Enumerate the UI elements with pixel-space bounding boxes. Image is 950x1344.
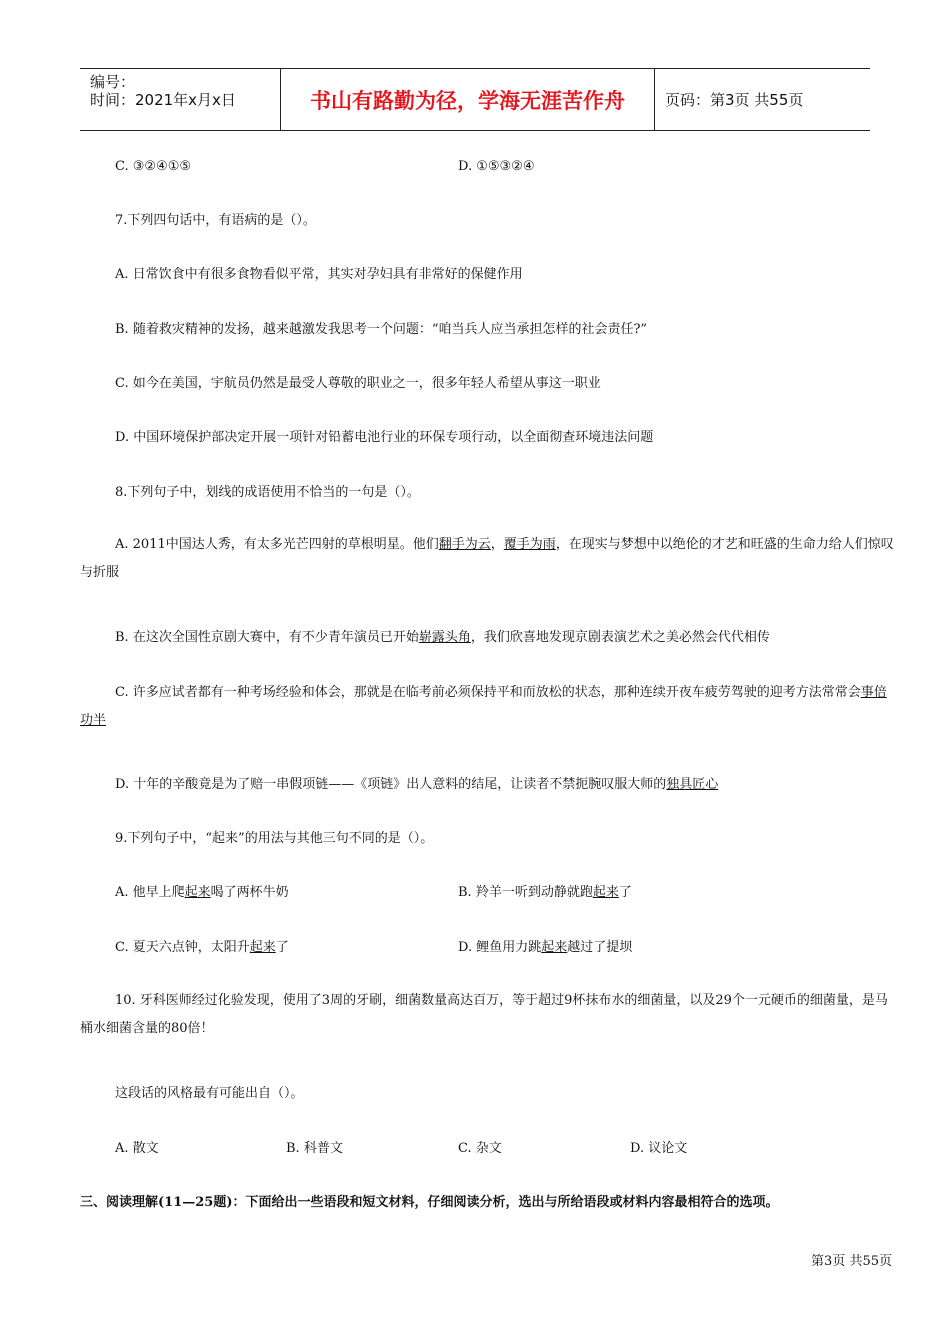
q8-a-text-end: ，在现实与梦想中以绝伦的才艺和旺盛的生命力给人们惊叹与折服 — [80, 537, 894, 580]
q8-c-text: C. 许多应试者都有一种考场经验和体会，那就是在临考前必须保持平和而放松的状态，那种连续开夜车疲劳驾驶的迎考方法常常会 — [115, 685, 861, 700]
q10-option-a: A. 散文 — [115, 1141, 159, 1156]
document-date: 时间：2021年x月x日 — [90, 91, 236, 109]
header-meta — [80, 69, 281, 130]
section-3-heading: 三、阅读理解(11—25题)：下面给出一些语段和短文材料，仔细阅读分析，选出与所给语段或材料内容最相符合的选项。 — [80, 1195, 779, 1210]
q8-b-underlined: 崭露头角 — [418, 630, 471, 645]
q8-a-underlined-1: 翻手为云 — [438, 537, 491, 552]
q10-option-c: C. 杂文 — [458, 1141, 502, 1156]
q9-option-d — [458, 939, 632, 957]
q7-option-b: B. 随着救灾精神的发扬，越来越激发我思考一个问题：“咱当兵人应当承担怎样的社会责任?” — [115, 322, 648, 337]
q9-option-b — [458, 884, 632, 902]
q8-option-b — [115, 629, 770, 647]
q8-c-underlined: 事倍功半 — [80, 685, 887, 728]
q10-option-d: D. 议论文 — [630, 1141, 688, 1156]
document-number-label: 编号： — [90, 73, 136, 91]
q9-a-text: A. 他早上爬 — [115, 885, 185, 900]
q7-option-c: C. 如今在美国，宇航员仍然是最受人尊敬的职业之一，很多年轻人希望从事这一职业 — [115, 376, 601, 391]
q9-c-text: C. 夏天六点钟，太阳升 — [115, 940, 250, 955]
q9-b-underlined: 起来 — [592, 885, 619, 900]
q8-stem: 8.下列句子中，划线的成语使用不恰当的一句是（）。 — [115, 485, 420, 500]
q8-option-c — [80, 679, 895, 735]
q8-d-underlined: 独具匠心 — [666, 777, 719, 792]
q8-d-text: D. 十年的辛酸竟是为了赔一串假项链——《项链》出人意料的结尾，让读者不禁扼腕叹服大师的 — [115, 777, 667, 792]
header-motto: 书山有路勤为径，学海无涯苦作舟 — [281, 69, 655, 130]
q8-option-d — [115, 776, 718, 794]
q9-c-text-end: 了 — [275, 940, 289, 955]
q9-d-underlined: 起来 — [541, 940, 568, 955]
q7-stem: 7.下列四句话中，有语病的是（）。 — [115, 213, 316, 228]
q9-d-text-end: 越过了提坝 — [567, 940, 633, 955]
page-footer: 第3页 共55页 — [811, 1254, 892, 1269]
q7-option-d: D. 中国环境保护部决定开展一项针对铅蓄电池行业的环保专项行动，以全面彻查环境违法问题 — [115, 430, 654, 445]
header-page-info: 页码：第3页 共55页 — [665, 91, 804, 109]
page-header — [80, 68, 870, 131]
q10-stem: 这段话的风格最有可能出自（）。 — [115, 1086, 304, 1101]
q8-b-text-end: ，我们欣喜地发现京剧表演艺术之美必然会代代相传 — [470, 630, 770, 645]
q6-option-d: D. ①⑤③②④ — [458, 159, 535, 174]
q7-option-a: A. 日常饮食中有很多食物看似平常，其实对孕妇具有非常好的保健作用 — [115, 267, 523, 282]
q8-option-a — [80, 531, 895, 587]
q9-c-underlined: 起来 — [249, 940, 276, 955]
q9-stem: 9.下列句子中，“起来”的用法与其他三句不同的是（）。 — [115, 831, 434, 846]
q8-a-separator: ， — [490, 537, 504, 552]
q10-passage: 10. 牙科医师经过化验发现，使用了3周的牙刷，细菌数量高达百万，等于超过9杯抹布水的细菌量，以及29个一元硬币的细菌量，是马桶水细菌含量的80倍！ — [80, 993, 888, 1036]
q9-d-text: D. 鲤鱼用力跳 — [458, 940, 542, 955]
q10-option-b: B. 科普文 — [286, 1141, 343, 1156]
q9-b-text: B. 羚羊一听到动静就跑 — [458, 885, 593, 900]
q9-option-c — [115, 939, 289, 957]
q9-a-text-end: 喝了两杯牛奶 — [210, 885, 289, 900]
q8-b-text: B. 在这次全国性京剧大赛中，有不少青年演员已开始 — [115, 630, 419, 645]
q9-option-a — [115, 884, 289, 902]
q9-a-underlined: 起来 — [184, 885, 211, 900]
q8-a-underlined-2: 覆手为雨 — [503, 537, 556, 552]
q6-option-c: C. ③②④①⑤ — [115, 159, 192, 174]
q8-a-text: A. 2011中国达人秀，有太多光芒四射的草根明星。他们 — [115, 537, 439, 552]
q9-b-text-end: 了 — [618, 885, 632, 900]
